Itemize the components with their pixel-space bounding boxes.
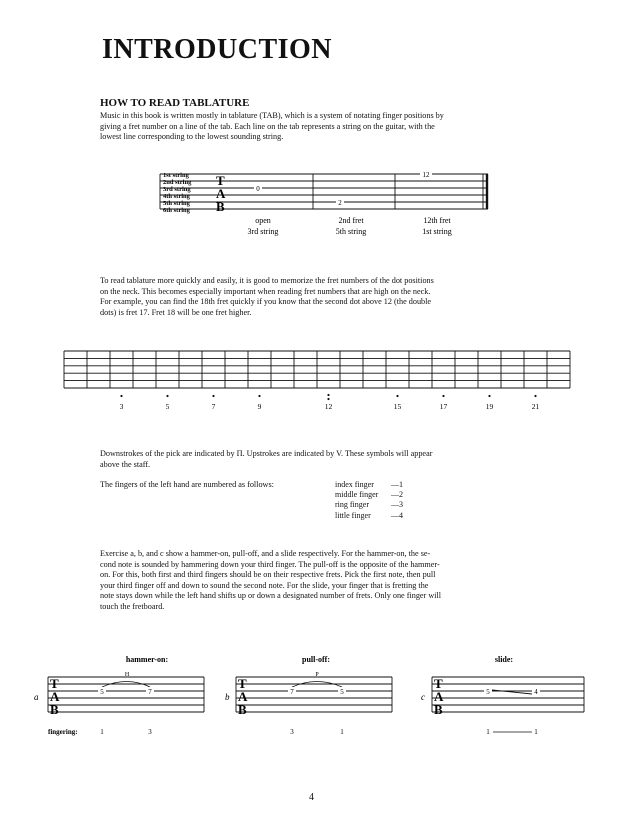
fret-dot (534, 395, 536, 397)
fret-number-label: 15 (393, 402, 402, 411)
paragraph-line: on. For this, both first and third fingers should be on their respective frets. Pick the first note, then pull (100, 570, 436, 580)
tab-caption: 3rd string (247, 227, 279, 236)
tab-letter: T (238, 676, 247, 691)
finger-name: little finger (335, 510, 371, 520)
tab-letter: T (50, 676, 59, 691)
finger-name: ring finger (335, 500, 369, 510)
finger-number: —4 (391, 510, 403, 520)
tab-caption: 1st string (422, 227, 452, 236)
fret-number-label: 5 (165, 402, 170, 411)
tab-letter: A (216, 186, 226, 201)
finger-row (335, 490, 403, 500)
paragraph-line: Exercise a, b, and c show a hammer-on, pull-off, and a slide respectively. For the hammer-on, the se- (100, 549, 431, 558)
fret-number-label: 7 (211, 402, 216, 411)
string-label: 3rd string (163, 186, 191, 193)
exercise-letter: a (34, 692, 39, 702)
tab-caption: 12th fret (423, 216, 451, 225)
paragraph-line: Downstrokes of the pick are indicated by Π. Upstrokes are indicated by V. These symbols will appear (100, 449, 433, 458)
fret-dot (212, 395, 214, 397)
tab-note: 5 (486, 688, 490, 696)
finger-number: —3 (391, 500, 403, 510)
fret-number-label: 17 (439, 402, 448, 411)
finger-number: —1 (391, 480, 403, 489)
finger-list (335, 480, 403, 521)
tab-example-staff (150, 168, 500, 244)
exercise-letter: b (225, 692, 230, 702)
tab-letter: B (238, 702, 247, 717)
fret-number-label: 12 (324, 402, 333, 411)
page-number: 4 (309, 792, 314, 803)
section-heading: HOW TO READ TABLATURE (100, 97, 250, 109)
tab-note: 4 (534, 688, 538, 696)
tab-letter: A (238, 689, 248, 704)
paragraph-line: lowest line corresponding to the lowest sounding string. (100, 132, 284, 142)
page-title: INTRODUCTION (102, 34, 333, 65)
tab-note: 5 (340, 688, 344, 696)
fret-dot (327, 398, 329, 400)
finger-row (335, 480, 403, 490)
fret-number-label: 19 (485, 402, 494, 411)
technique-mark: H (124, 672, 130, 678)
paragraph-line: Music in this book is written mostly in tablature (TAB), which is a system of notating finger positions by (100, 111, 444, 120)
paragraph-line: cond note is sounded by hammering down your third finger. The pull-off is the opposite of the hammer- (100, 559, 440, 569)
tab-caption: 5th string (335, 227, 367, 236)
fret-number-label: 21 (531, 402, 540, 411)
paragraph-dot-positions (100, 276, 535, 318)
string-label: 5th string (163, 200, 190, 207)
finger-name: index finger (335, 480, 374, 489)
fret-dot (166, 395, 168, 397)
fingering-number: 3 (148, 728, 152, 736)
paragraph-line: your third finger off and down to sound the second note. For the slide, your finger that is fretting the (100, 580, 429, 590)
finger-row (335, 500, 403, 510)
fret-dot (442, 395, 444, 397)
fret-dot (258, 395, 260, 397)
tab-note: 2 (338, 199, 342, 207)
fret-dot (488, 395, 490, 397)
paragraph-line: To read tablature more quickly and easily, it is good to memorize the fret numbers of the dot positions (100, 276, 434, 285)
finger-number: —2 (391, 490, 403, 500)
string-label: 2nd string (163, 179, 192, 186)
paragraph-line: note stays down while the left hand shifts up or down a designated number of frets. Only one finger will (100, 591, 442, 601)
tab-letter: B (434, 702, 443, 717)
exercise-slide (416, 650, 592, 742)
tab-caption: open (255, 216, 271, 225)
fingering-number: 3 (290, 728, 294, 736)
paragraph-pick-strokes (100, 449, 535, 470)
fret-number-label: 3 (119, 402, 124, 411)
exercise-letter: c (421, 692, 425, 702)
finger-row (335, 511, 403, 521)
tab-letter: B (50, 702, 59, 717)
exercise-title: pull-off: (302, 655, 330, 664)
fingers-intro: The fingers of the left hand are numbered as follows: (100, 480, 274, 489)
paragraph-line: dots) is fret 17. Fret 18 will be one fret higher. (100, 307, 252, 317)
exercise-title: hammer-on: (125, 655, 169, 664)
paragraph-techniques (100, 549, 535, 613)
paragraph-line: giving a fret number on a line of the tab. Each line on the tab represents a string on the guitar, with the (100, 121, 435, 131)
paragraph-line: touch the fretboard. (100, 601, 165, 611)
tab-letter: T (216, 173, 225, 188)
paragraph-line: on the neck. This becomes especially important when reading fret numbers that are high on the neck. (100, 286, 431, 296)
paragraph-line: above the staff. (100, 459, 151, 469)
tab-caption: 2nd fret (338, 216, 364, 225)
paragraph-line: For example, you can find the 18th fret quickly if you know that the second dot above 12 (the double (100, 297, 432, 307)
fretboard-diagram (60, 346, 576, 416)
fret-dot (327, 394, 329, 396)
tab-letter: A (50, 689, 60, 704)
fingering-label: fingering: (48, 728, 78, 736)
tab-letter: B (216, 199, 225, 214)
tab-note: 12 (422, 171, 430, 179)
paragraph-intro (100, 111, 535, 143)
tab-letter: T (434, 676, 443, 691)
tab-note: 0 (256, 185, 260, 193)
tab-note: 7 (290, 688, 294, 696)
tab-note: 5 (100, 688, 104, 696)
fingering-number: 1 (100, 728, 104, 736)
exercise-pull-off (222, 650, 398, 742)
tab-note: 7 (148, 688, 152, 696)
finger-name: middle finger (335, 490, 379, 500)
fret-dot (120, 395, 122, 397)
technique-mark: P (315, 672, 319, 678)
exercise-title: slide: (494, 655, 514, 664)
fret-dot (396, 395, 398, 397)
fret-number-label: 9 (257, 402, 262, 411)
string-label: 4th string (163, 193, 190, 200)
tab-letter: A (434, 689, 444, 704)
fingering-number: 1 (340, 728, 344, 736)
fingering-number: 1 (534, 728, 538, 736)
string-label: 6th string (163, 207, 190, 214)
exercise-hammer-on (30, 650, 210, 742)
fingering-number: 1 (486, 728, 490, 736)
string-label: 1st string (163, 172, 189, 179)
